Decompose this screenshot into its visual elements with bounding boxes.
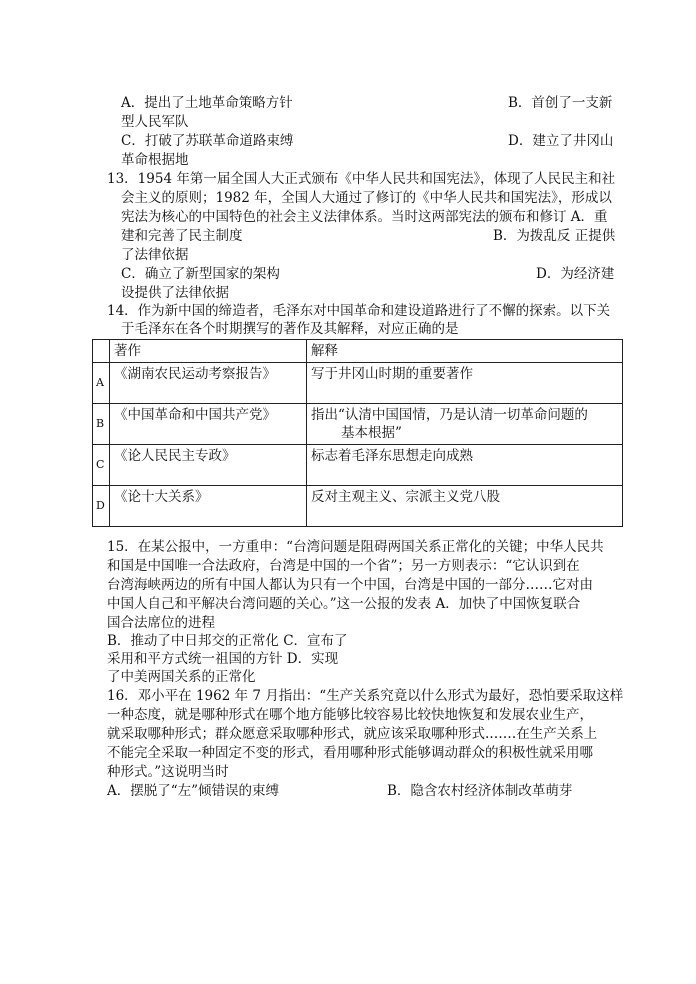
q12-option-c: C．打破了苏联革命道路束缚 — [121, 133, 294, 149]
row-explanation — [307, 486, 623, 527]
row-work: 《论人民民主专政》 — [110, 445, 307, 486]
row-explanation-text: 标志着毛泽东思想走向成熟 — [311, 448, 473, 464]
q15-line-5: 国合法席位的进程 — [107, 615, 215, 631]
q12-option-a: A．提出了土地革命策略方针 — [121, 95, 293, 111]
row-letter: B — [93, 404, 110, 445]
row-work: 《中国革命和中国共产党》 — [110, 404, 307, 445]
q15-line-1: 15．在某公报中，一方重申：“台湾问题是阻碍两国关系正常化的关键；中华人民共 — [107, 539, 604, 555]
q13-option-b: B．为拨乱反 正提供 — [493, 228, 616, 244]
q14-line-2: 于毛泽东在各个时期撰写的著作及其解释，对应正确的是 — [121, 321, 459, 337]
q13-line-4a: 建和完善了民主制度 — [121, 228, 243, 244]
q13-option-d: D．为经济建 — [536, 266, 615, 282]
table-header-explanation: 解释 — [307, 340, 623, 363]
q15-line-8: 了中美两国关系的正常化 — [107, 669, 256, 685]
table-header-work: 著作 — [110, 340, 307, 363]
row-work: 《湖南农民运动考察报告》 — [110, 363, 307, 404]
q16-line-4: 不能完全采取一种固定不变的形式，看用哪种形式能够调动群众的积极性就采用哪 — [107, 745, 593, 761]
row-explanation-text-cont: 基本根据” — [341, 425, 402, 441]
row-explanation-text: 写于井冈山时期的重要著作 — [311, 366, 473, 382]
q15-line-6: B．推动了中日邦交的正常化 C．宣布了 — [107, 633, 348, 649]
table-row — [93, 404, 623, 445]
q15-line-4: 中国人自己和平解决台湾问题的关心。”这一公报的发表 A．加快了中国恢复联合 — [107, 596, 581, 612]
q13-line-5: 了法律依据 — [121, 247, 189, 263]
q16-line-2: 一种态度，就是哪种形式在哪个地方能够比较容易比较快地恢复和发展农业生产， — [107, 707, 593, 723]
table-row — [93, 486, 623, 527]
q12-option-b: B．首创了一支新 — [508, 95, 613, 111]
q15-line-2: 和国是中国唯一合法政府，台湾是中国的一个省”；另一方则表示：“它认识到在 — [107, 558, 580, 574]
table-row — [93, 445, 623, 486]
row-explanation-text: 反对主观主义、宗派主义党八股 — [311, 489, 500, 505]
row-explanation — [307, 404, 623, 445]
q12-option-d-cont: 革命根据地 — [121, 152, 189, 168]
q16-line-3: 就采取哪种形式；群众愿意采取哪种形式，就应该采取哪种形式.……在生产关系上 — [107, 726, 598, 742]
q14-line-1: 14．作为新中国的缔造者，毛泽东对中国革命和建设道路进行了不懈的探索。以下关 — [107, 303, 611, 319]
q16-option-b: B．隐含农村经济体制改革萌芽 — [387, 783, 573, 799]
q16-line-5: 种形式。”这说明当时 — [107, 764, 229, 780]
table-row — [93, 363, 623, 404]
q13-line-2: 会主义的原则；1982 年，全国人大通过了修订的《中华人民共和国宪法》，形成以 — [121, 190, 612, 206]
q13-line-3: 宪法为核心的中国特色的社会主义法律体系。当时这两部宪法的颁布和修订 A．重 — [121, 209, 608, 225]
row-letter: A — [93, 363, 110, 404]
q15-line-3: 台湾海峡两边的所有中国人都认为只有一个中国，台湾是中国的一部分……它对由 — [107, 577, 593, 593]
row-explanation — [307, 363, 623, 404]
q16-line-1: 16．邓小平在 1962 年 7 月指出：“生产关系究竟以什么形式为最好，恐怕要采取这样 — [107, 688, 624, 704]
q12-option-d: D．建立了井冈山 — [508, 133, 614, 149]
q14-table — [92, 339, 623, 527]
q12-option-b-cont: 型人民军队 — [121, 114, 189, 130]
table-header-row — [93, 340, 623, 363]
q13-option-c: C．确立了新型国家的架构 — [121, 266, 280, 282]
q16-option-a: A．摆脱了“左”倾错误的束缚 — [107, 783, 280, 799]
row-explanation-text: 指出“认清中国国情，乃是认清一切革命问题的 — [311, 407, 588, 423]
q13-line-1: 13．1954 年第一届全国人大正式颁布《中华人民共和国宪法》，体现了人民民主和社 — [107, 171, 616, 187]
q15-line-7: 采用和平方式统一祖国的方针 D．实现 — [107, 651, 339, 667]
row-letter: D — [93, 486, 110, 527]
row-letter: C — [93, 445, 110, 486]
table-header-letter — [93, 340, 110, 363]
row-explanation — [307, 445, 623, 486]
row-work: 《论十大关系》 — [110, 486, 307, 527]
q13-line-7: 设提供了法律依据 — [121, 285, 229, 301]
